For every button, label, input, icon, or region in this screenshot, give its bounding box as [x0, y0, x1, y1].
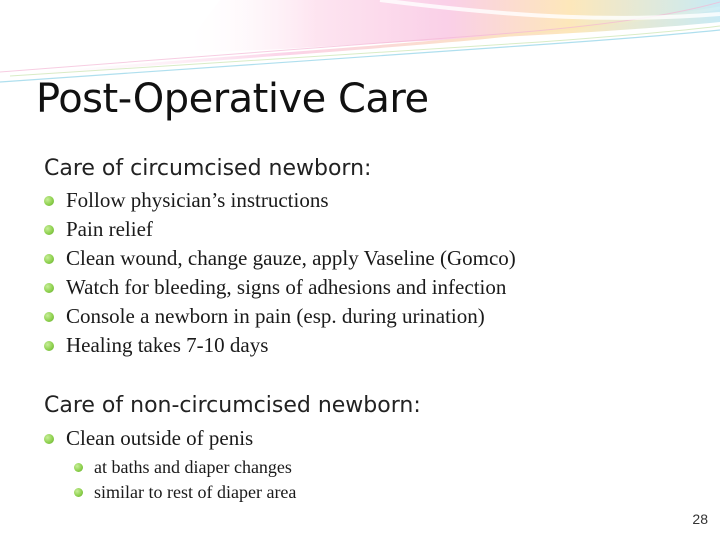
slide-title: Post-Operative Care: [36, 76, 429, 122]
bullet-icon: [44, 434, 54, 444]
list-item: [44, 244, 516, 273]
bullet-icon: [44, 254, 54, 264]
sub-list-item-text: at baths and diaper changes: [94, 457, 292, 477]
list-item-text: Clean wound, change gauze, apply Vaseline (Gomco): [66, 246, 516, 270]
list-item-text: Clean outside of penis: [66, 426, 254, 450]
list-item: [44, 302, 516, 331]
sub-list-item: [74, 455, 296, 480]
non-circumcised-care-list: [44, 424, 253, 453]
list-item-text: Console a newborn in pain (esp. during urination): [66, 304, 485, 328]
bullet-icon: [44, 283, 54, 293]
bullet-icon: [44, 196, 54, 206]
list-item-text: Follow physician’s instructions: [66, 188, 329, 212]
list-item-text: Pain relief: [66, 217, 153, 241]
bullet-icon: [44, 225, 54, 235]
sub-list-item-text: similar to rest of diaper area: [94, 482, 297, 502]
list-item: [44, 424, 253, 453]
bullet-icon: [44, 312, 54, 322]
circumcised-care-list: [44, 186, 516, 360]
section-heading-non-circumcised: Care of non-circumcised newborn:: [44, 393, 421, 418]
list-item: [44, 186, 516, 215]
list-item: [44, 215, 516, 244]
page-number: 28: [692, 511, 708, 527]
non-circumcised-sub-list: [74, 455, 296, 505]
bullet-icon: [74, 463, 83, 472]
bullet-icon: [44, 341, 54, 351]
bullet-icon: [74, 488, 83, 497]
list-item-text: Healing takes 7-10 days: [66, 333, 269, 357]
sub-list-item: [74, 480, 296, 505]
list-item: [44, 273, 516, 302]
list-item-text: Watch for bleeding, signs of adhesions and infection: [66, 275, 507, 299]
list-item: [44, 331, 516, 360]
section-heading-circumcised: Care of circumcised newborn:: [44, 156, 372, 181]
